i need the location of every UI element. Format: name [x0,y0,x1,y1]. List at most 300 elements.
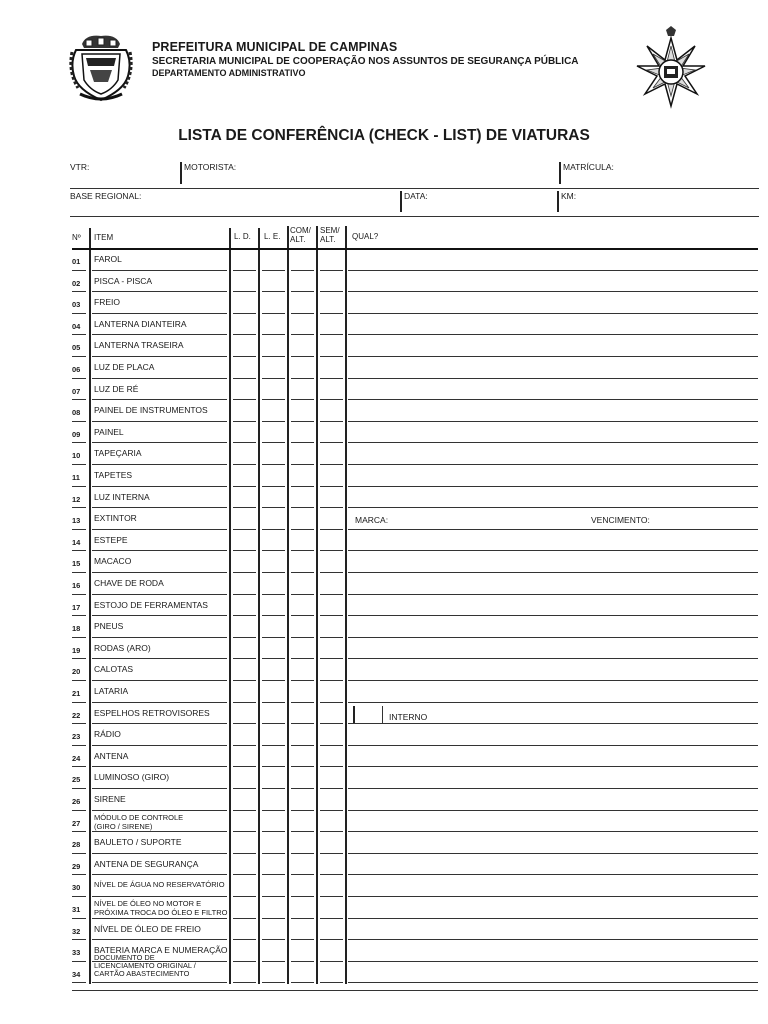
col-com-header [290,226,311,244]
check-cell-line [233,572,256,573]
check-cell-line [262,637,285,638]
row-line [92,831,227,832]
row-line [72,529,86,530]
row-line [92,594,227,595]
check-cell-line [262,831,285,832]
check-cell-line [291,766,314,767]
row-number: 07 [72,387,81,396]
row-item-text: PRÓXIMA TROCA DO ÓLEO E FILTRO [94,907,228,917]
row-number: 30 [72,883,81,892]
row-item-text: NÍVEL DE ÁGUA NO RESERVATÓRIO [94,880,225,889]
check-cell-line [262,615,285,616]
interno-label: INTERNO [389,712,428,722]
row-number: 26 [72,797,81,806]
row-line [72,334,86,335]
row-item-label [94,298,120,308]
row-line [348,313,758,314]
row-line [348,982,758,983]
row-line [348,270,758,271]
row-line [72,874,86,875]
column-divider [89,228,91,984]
row-line [92,745,227,746]
check-cell-line [233,356,256,357]
row-line [72,745,86,746]
row-line [72,486,86,487]
row-item-text: NÍVEL DE ÓLEO DE FREIO [94,924,201,934]
check-cell-line [320,788,343,789]
row-number: 28 [72,840,81,849]
row-number: 22 [72,711,81,720]
row-line [348,486,758,487]
field-underline [70,188,759,189]
row-line [348,745,758,746]
check-cell-line [233,464,256,465]
row-item-label [94,795,126,805]
check-cell-line [233,615,256,616]
check-cell-line [262,853,285,854]
row-number: 23 [72,732,81,741]
check-cell-line [291,637,314,638]
row-item-label [94,428,124,438]
check-cell-line [320,723,343,724]
motorista-label: MOTORISTA: [184,162,237,172]
col-num-header: Nº [72,233,81,242]
row-number: 19 [72,646,81,655]
row-item-label [94,557,131,567]
row-item-text: LUZ DE PLACA [94,362,155,372]
row-line [92,874,227,875]
row-line [348,594,758,595]
header-line-1: PREFEITURA MUNICIPAL DE CAMPINAS [152,40,398,54]
row-number: 08 [72,408,81,417]
row-number: 11 [72,473,80,482]
row-number: 24 [72,754,81,763]
row-line [348,507,758,508]
check-cell-line [320,507,343,508]
row-line [348,658,758,659]
row-item-text: BAULETO / SUPORTE [94,837,182,847]
check-cell-line [320,442,343,443]
row-line [348,766,758,767]
check-cell-line [262,529,285,530]
row-line [72,658,86,659]
check-cell-line [291,810,314,811]
check-cell-line [291,270,314,271]
row-line [72,507,86,508]
row-line [92,788,227,789]
check-cell-line [262,356,285,357]
row-line [72,399,86,400]
check-cell-line [233,939,256,940]
header-line-2: SECRETARIA MUNICIPAL DE COOPERAÇÃO NOS ASSUNTOS DE SEGURANÇA PÚBLICA [152,56,579,67]
row-item-label [94,320,187,330]
row-item-text: LATARIA [94,686,129,696]
check-cell-line [291,572,314,573]
check-cell-line [233,594,256,595]
check-cell-line [320,982,343,983]
row-item-text: NÍVEL DE ÓLEO NO MOTOR E [94,899,202,908]
check-cell-line [262,550,285,551]
base-regional-label: BASE REGIONAL: [70,191,142,201]
check-cell-line [291,550,314,551]
row-item-text: RODAS (ARO) [94,643,151,653]
row-number: 09 [72,430,81,439]
check-cell-line [291,853,314,854]
column-divider [287,226,289,984]
check-cell-line [320,356,343,357]
row-item-text: CHAVE DE RODA [94,578,164,588]
check-cell-line [320,702,343,703]
check-cell-line [320,313,343,314]
check-cell-line [262,939,285,940]
check-cell-line [262,313,285,314]
row-line [348,464,758,465]
check-cell-line [320,853,343,854]
check-cell-line [262,464,285,465]
row-number: 06 [72,365,81,374]
row-line [72,378,86,379]
col-sem-header [320,226,340,244]
check-cell-line [320,896,343,897]
row-item-text: RÁDIO [94,729,121,739]
check-cell-line [291,615,314,616]
row-item-text: CALOTAS [94,664,134,674]
row-number: 02 [72,279,81,288]
check-cell-line [233,961,256,962]
row-line [72,853,86,854]
row-line [348,896,758,897]
row-item-text: (GIRO / SIRENE) [94,821,153,831]
row-line [92,853,227,854]
row-number: 13 [72,516,81,525]
check-cell-line [233,766,256,767]
row-item-label [94,954,196,978]
row-line [92,896,227,897]
row-line [348,918,758,919]
row-line [72,550,86,551]
row-line [348,442,758,443]
row-number: 15 [72,559,81,568]
check-cell-line [262,982,285,983]
row-item-label [94,579,164,589]
row-item-label [94,536,128,546]
check-cell-line [262,270,285,271]
row-line [348,788,758,789]
row-line [92,810,227,811]
row-line [348,831,758,832]
check-cell-line [262,507,285,508]
check-cell-line [291,874,314,875]
page-title: LISTA DE CONFERÊNCIA (CHECK - LIST) DE VIATURAS [178,127,590,144]
row-number: 10 [72,451,81,460]
row-line [92,550,227,551]
row-item-label [94,730,121,740]
check-cell-line [262,961,285,962]
check-cell-line [262,442,285,443]
header-underline [72,248,758,250]
row-number: 12 [72,495,81,504]
row-line [72,464,86,465]
row-line [72,637,86,638]
check-cell-line [320,615,343,616]
row-item-text: LUMINOSO (GIRO) [94,772,170,782]
check-cell-line [320,270,343,271]
check-cell-line [233,702,256,703]
mirror-box-divider [382,706,383,723]
check-cell-line [291,680,314,681]
check-cell-line [262,896,285,897]
check-cell-line [291,421,314,422]
row-line [92,464,227,465]
check-cell-line [291,313,314,314]
col-item-header: ITEM [94,233,114,242]
row-line [348,421,758,422]
row-line [348,702,758,703]
row-line [72,896,86,897]
check-cell-line [233,421,256,422]
row-line [72,939,86,940]
row-line [72,702,86,703]
check-cell-line [262,378,285,379]
column-divider [345,226,347,984]
check-cell-line [262,766,285,767]
check-cell-line [291,658,314,659]
row-line [348,680,758,681]
row-item-label [94,363,154,373]
row-line [92,939,227,940]
row-line [92,658,227,659]
row-line [92,291,227,292]
row-item-text: FREIO [94,297,120,307]
check-cell-line [262,486,285,487]
row-item-label [94,277,152,287]
row-item-text: TAPETES [94,470,133,480]
row-number: 05 [72,343,81,352]
row-item-label [94,493,150,503]
row-line [348,961,758,962]
check-cell-line [291,961,314,962]
row-line [72,270,86,271]
check-cell-line [233,788,256,789]
mirror-box-divider [353,706,355,723]
check-cell-line [291,594,314,595]
row-line [348,615,758,616]
row-line [72,291,86,292]
row-item-text: MÓDULO DE CONTROLE [94,813,184,822]
row-line [92,615,227,616]
check-cell-line [233,874,256,875]
check-cell-line [320,810,343,811]
col-le-header: L. E. [264,232,281,241]
row-item-label [94,925,201,935]
table-bottom-line [72,990,758,991]
check-cell-line [233,529,256,530]
check-cell-line [233,291,256,292]
row-line [92,507,227,508]
row-line [72,313,86,314]
row-line [348,291,758,292]
row-line [92,982,227,983]
row-item-text: CARTÃO ABASTECIMENTO [94,969,190,978]
check-cell-line [262,874,285,875]
col-sem-line2: ALT. [320,235,336,244]
row-number: 04 [72,322,81,331]
check-cell-line [233,658,256,659]
check-cell-line [291,486,314,487]
check-cell-line [320,464,343,465]
check-cell-line [320,334,343,335]
check-cell-line [291,507,314,508]
row-line [348,399,758,400]
row-line [348,334,758,335]
check-cell-line [320,766,343,767]
row-line [72,766,86,767]
column-divider [316,226,318,984]
row-item-label [94,709,210,719]
col-sem-line1: SEM/ [320,226,340,235]
matricula-label: MATRÍCULA: [563,162,614,172]
row-item-text: ANTENA DE SEGURANÇA [94,859,199,869]
row-item-text: LICENCIAMENTO ORIGINAL / [94,961,196,970]
row-item-label [94,255,122,265]
check-cell-line [291,831,314,832]
row-item-text: ANTENA [94,751,129,761]
check-cell-line [233,982,256,983]
row-item-text: LUZ INTERNA [94,492,150,502]
coat-of-arms-icon [68,32,134,104]
row-item-text: FAROL [94,254,122,264]
check-cell-line [262,334,285,335]
check-cell-line [262,702,285,703]
row-line [348,853,758,854]
check-cell-line [233,313,256,314]
row-number: 21 [72,689,81,698]
row-line [92,486,227,487]
check-cell-line [291,745,314,746]
row-number: 32 [72,927,81,936]
check-cell-line [233,270,256,271]
row-line [348,810,758,811]
row-item-text: EXTINTOR [94,513,137,523]
check-cell-line [320,637,343,638]
check-cell-line [320,831,343,832]
check-cell-line [320,680,343,681]
row-number: 31 [72,905,81,914]
row-line [72,810,86,811]
row-line [348,529,758,530]
row-line [92,918,227,919]
field-divider [180,162,182,184]
row-line [72,572,86,573]
row-line [72,680,86,681]
check-cell-line [291,723,314,724]
check-cell-line [233,680,256,681]
row-line [92,766,227,767]
check-cell-line [233,918,256,919]
check-cell-line [320,572,343,573]
check-cell-line [291,378,314,379]
col-qual-header: QUAL? [352,232,379,241]
row-item-text: DOCUMENTO DE [94,953,155,962]
km-label: KM: [561,191,577,201]
row-item-label [94,814,183,831]
row-number: 33 [72,948,81,957]
row-number: 01 [72,257,81,266]
row-line [92,529,227,530]
col-com-line2: ALT. [290,235,306,244]
row-line [92,442,227,443]
row-line [72,723,86,724]
check-cell-line [291,442,314,443]
header-line-3: DEPARTAMENTO ADMINISTRATIVO [152,68,306,78]
check-cell-line [320,291,343,292]
check-cell-line [291,399,314,400]
row-item-text: TAPEÇARIA [94,448,142,458]
check-cell-line [262,291,285,292]
row-number: 25 [72,775,81,784]
row-item-text: PAINEL [94,427,124,437]
check-cell-line [291,702,314,703]
row-line [72,594,86,595]
row-line [72,442,86,443]
check-cell-line [262,788,285,789]
vtr-label: VTR: [70,162,90,172]
row-line [92,637,227,638]
check-cell-line [262,918,285,919]
check-cell-line [320,745,343,746]
row-item-text: LANTERNA TRASEIRA [94,340,184,350]
row-number: 27 [72,819,81,828]
row-line [348,874,758,875]
row-item-label [94,752,128,762]
check-cell-line [233,896,256,897]
row-line [92,399,227,400]
check-cell-line [291,356,314,357]
row-line [72,356,86,357]
row-number: 14 [72,538,81,547]
row-item-label [94,773,169,783]
check-cell-line [233,507,256,508]
check-cell-line [320,421,343,422]
row-item-label [94,838,182,848]
row-line [92,378,227,379]
row-item-text: PNEUS [94,621,124,631]
row-line [348,550,758,551]
row-line [72,788,86,789]
check-cell-line [320,961,343,962]
row-number: 18 [72,624,81,633]
check-cell-line [320,918,343,919]
row-item-text: MACACO [94,556,132,566]
check-cell-line [233,637,256,638]
check-cell-line [233,486,256,487]
row-line [348,637,758,638]
row-line [92,723,227,724]
check-cell-line [233,831,256,832]
check-cell-line [262,658,285,659]
row-line [72,615,86,616]
row-line [92,313,227,314]
row-line [92,421,227,422]
row-line [348,939,758,940]
check-cell-line [291,896,314,897]
col-com-line1: COM/ [290,226,311,235]
column-divider [258,228,260,984]
row-item-label [94,514,137,524]
row-item-label [94,687,128,697]
row-item-label [94,471,132,481]
check-cell-line [291,788,314,789]
